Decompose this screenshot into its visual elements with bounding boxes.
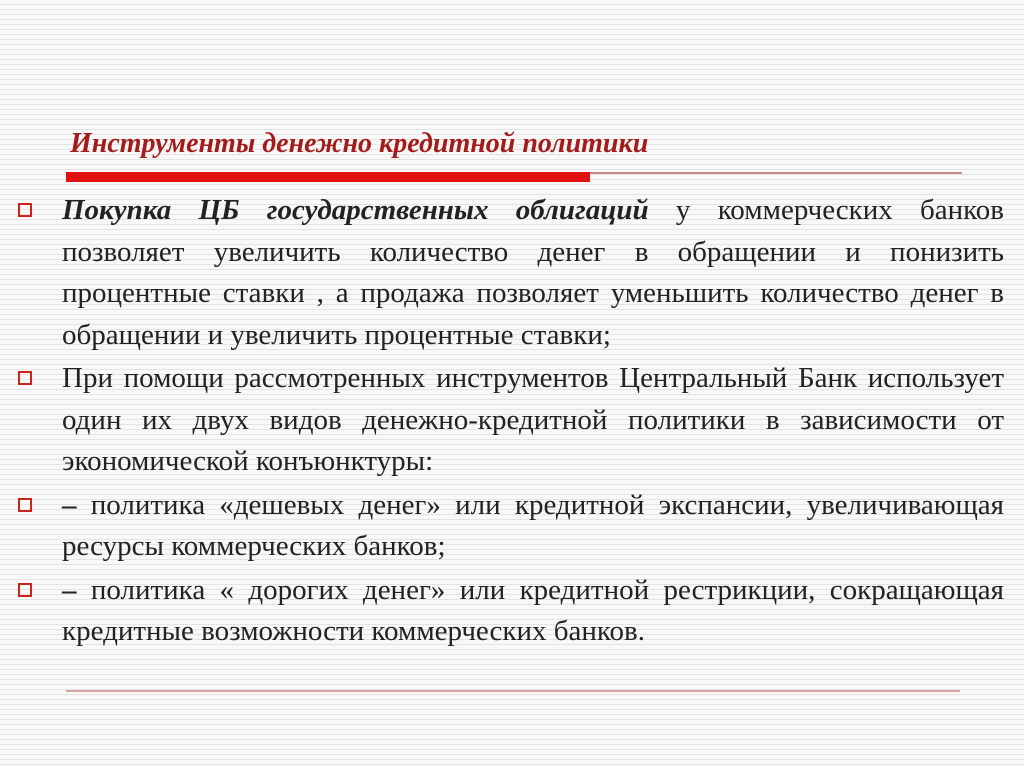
- bullet-emphasis: Покупка ЦБ государственных облигаций: [62, 194, 649, 226]
- square-bullet-icon: [18, 371, 32, 385]
- square-bullet-icon: [18, 203, 32, 217]
- bullet-body: При помощи рассмотренных инструментов Центральный Банк использует один их двух видов денежно-кредитной политики в зависимости от экономической конъюнктуры:: [62, 362, 1004, 477]
- slide-title: Инструменты денежно кредитной политики: [70, 128, 649, 159]
- bullet-text: [62, 190, 1004, 356]
- square-bullet-icon: [18, 498, 32, 512]
- bullet-item: [14, 358, 1004, 483]
- dash-glyph: –: [62, 488, 77, 521]
- bottom-divider: [66, 690, 960, 692]
- bullet-item: [14, 485, 1004, 568]
- bullet-list: [14, 190, 1004, 655]
- bullet-text: [62, 358, 1004, 483]
- dash-glyph: –: [62, 573, 77, 606]
- title-accent-bar: [66, 172, 590, 182]
- bullet-text: [62, 485, 1004, 568]
- square-bullet-icon: [18, 583, 32, 597]
- bullet-body: политика «дешевых денег» или кредитной экспансии, увеличивающая ресурсы коммерческих банков;: [62, 488, 1004, 562]
- bullet-item: [14, 190, 1004, 356]
- bullet-body: у коммерческих банков позволяет увеличить количество денег в обращении и понизить процентные ставки , а продажа позволяет уменьшить количество денег в обращении и увеличить процентные ставки;: [62, 194, 1004, 351]
- bullet-body: политика « дорогих денег» или кредитной рестрикции, сокращающая кредитные возможности коммерческих банков.: [62, 573, 1004, 647]
- bullet-item: [14, 570, 1004, 653]
- bullet-text: [62, 570, 1004, 653]
